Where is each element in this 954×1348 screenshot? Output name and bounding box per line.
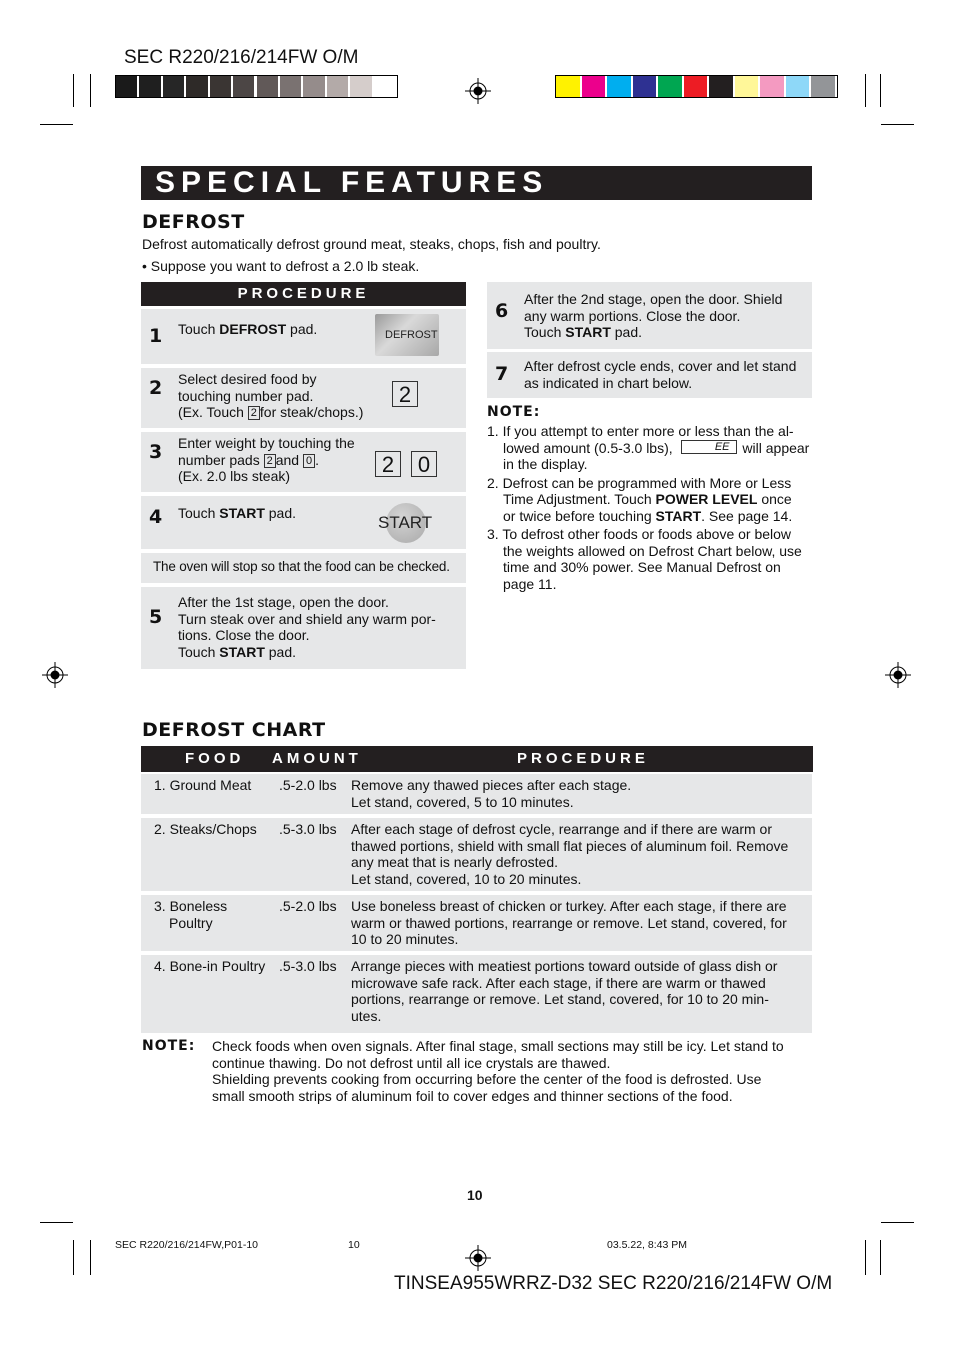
number-pad-0-icon: 0 — [411, 451, 437, 477]
color-calibration-bar — [555, 75, 838, 98]
footer-file: SEC R220/216/214FW,P01-10 — [115, 1239, 259, 1251]
procedure-cell: Remove any thawed pieces after each stage. Let stand, covered, 5 to 10 minutes. — [351, 777, 632, 810]
registration-mark-icon — [465, 78, 491, 104]
table-row — [141, 818, 812, 891]
step-text: After the 2nd stage, open the door. Shield any warm portions. Close the door. Touch START pad. — [524, 291, 783, 340]
defrost-intro: Defrost automatically defrost ground meat, steaks, chops, fish and poultry. — [142, 236, 601, 252]
color-swatch — [811, 76, 835, 97]
color-swatch — [139, 76, 160, 97]
color-swatch — [350, 76, 371, 97]
crop-mark — [865, 1240, 866, 1275]
step-number: 1 — [149, 325, 163, 347]
procedure-header — [141, 282, 466, 306]
color-swatch — [163, 76, 184, 97]
start-pad-label: START — [378, 513, 433, 532]
crop-mark — [90, 1240, 91, 1275]
section-heading-defrost-chart: DEFROST CHART — [142, 719, 326, 741]
procedure-label: PROCEDURE — [237, 285, 370, 302]
chart-header — [141, 746, 813, 772]
defrost-example: • Suppose you want to defrost a 2.0 lb steak. — [142, 258, 420, 274]
color-swatch — [303, 76, 324, 97]
crop-mark — [90, 74, 91, 107]
color-swatch — [116, 76, 137, 97]
color-swatch — [735, 76, 759, 97]
registration-mark-icon — [42, 662, 68, 688]
procedure-step-4 — [141, 496, 466, 549]
color-swatch — [633, 76, 657, 97]
note-label: NOTE: — [487, 404, 541, 420]
defrost-pad-icon: DEFROST — [375, 314, 439, 356]
step-number: 6 — [495, 300, 509, 322]
crop-mark — [865, 74, 866, 107]
step-text: Touch DEFROST pad. — [178, 321, 318, 337]
procedure-step-7 — [487, 352, 812, 398]
step-number: 4 — [149, 506, 163, 528]
registration-mark-icon — [885, 662, 911, 688]
color-swatch — [607, 76, 631, 97]
color-swatch — [786, 76, 810, 97]
table-row — [141, 955, 812, 1033]
col-amount: AMOUNT — [272, 750, 362, 767]
crop-mark — [73, 1240, 74, 1275]
procedure-step-5 — [141, 587, 466, 669]
color-swatch — [582, 76, 606, 97]
doc-header-title: SEC R220/216/214FW O/M — [124, 47, 359, 68]
amount-cell: .5-3.0 lbs — [279, 821, 337, 837]
gray-calibration-bar — [115, 75, 398, 98]
color-swatch — [233, 76, 254, 97]
page-number: 10 — [467, 1187, 483, 1203]
section-heading-defrost: DEFROST — [142, 211, 245, 233]
color-swatch — [186, 76, 207, 97]
procedure-step-3 — [141, 432, 466, 492]
footer-file-page: 10 — [348, 1239, 360, 1251]
step-number: 5 — [149, 606, 163, 628]
footer-timestamp: 03.5.22, 8:43 PM — [607, 1239, 687, 1251]
food-cell: 2. Steaks/Chops — [154, 821, 257, 837]
procedure-step-6 — [487, 282, 812, 349]
procedure-cell: After each stage of defrost cycle, rearrange and if there are warm or thawed portions, shield with small flat pieces of aluminum foil. Remove any meat that is nearly defrosted. Let stand, covered, 10 to 20 minutes. — [351, 821, 789, 887]
step-text: Touch START pad. — [178, 505, 297, 521]
crop-mark — [73, 74, 74, 107]
color-swatch — [280, 76, 301, 97]
chart-note-label: NOTE: — [142, 1038, 196, 1054]
food-cell: 3. Boneless Poultry — [154, 898, 228, 931]
crop-mark — [881, 124, 914, 125]
registration-mark-icon — [465, 1245, 491, 1271]
color-swatch — [374, 76, 395, 97]
col-food: FOOD — [185, 750, 245, 767]
procedure-cell: Use boneless breast of chicken or turkey. After each stage, if there are warm or thawed portions, rearrange or remove. Let stand, covered, for 10 to 20 minutes. — [351, 898, 787, 947]
crop-mark — [880, 1240, 881, 1275]
number-pad-2-icon: 2 — [392, 381, 418, 407]
amount-cell: .5-2.0 lbs — [279, 777, 337, 793]
crop-mark — [40, 124, 73, 125]
color-swatch — [760, 76, 784, 97]
step-text: After defrost cycle ends, cover and let stand as indicated in chart below. — [524, 358, 797, 391]
defrost-notes: 1. If you attempt to enter more or less than the al- lowed amount (0.5-3.0 lbs), EE will appear in the display. 2. Defrost can be programmed with More or Less Time Adjustment. Touch POWER LEVEL once or twice before touching START. See page 14. 3. To defrost other foods or foods above or below the weights allowed on Defrost Chart below, use time and 30% power. See Manual Defrost on page 11. — [487, 423, 810, 592]
color-swatch — [556, 76, 580, 97]
step-text: Enter weight by touching the number pads 2 and 0 . (Ex. 2.0 lbs steak) — [178, 435, 355, 484]
procedure-step-1 — [141, 309, 466, 364]
crop-mark — [880, 74, 881, 107]
display-ee-icon: EE — [681, 440, 737, 454]
step-number: 3 — [149, 441, 163, 463]
doc-footer-title: TINSEA955WRRZ-D32 SEC R220/216/214FW O/M — [394, 1273, 833, 1294]
crop-mark — [40, 1222, 73, 1223]
amount-cell: .5-3.0 lbs — [279, 958, 337, 974]
number-pad-2-icon: 2 — [375, 451, 401, 477]
amount-cell: .5-2.0 lbs — [279, 898, 337, 914]
color-swatch — [257, 76, 278, 97]
chart-note: Check foods when oven signals. After final stage, small sections may still be icy. Let stand to continue thawing. Do not defrost until all ice crystals are thawed. Shielding prevents cooking from occurring before the center of the food is defrosted. Use small smooth strips of aluminum foil to cover edges and thinner sections of the food. — [212, 1038, 784, 1104]
step-number: 7 — [495, 363, 509, 385]
col-procedure: PROCEDURE — [517, 750, 649, 767]
page-title: SPECIAL FEATURES — [141, 166, 812, 200]
crop-mark — [881, 1222, 914, 1223]
food-cell: 1. Ground Meat — [154, 777, 252, 793]
procedure-step-2 — [141, 368, 466, 428]
color-swatch — [327, 76, 348, 97]
procedure-cell: Arrange pieces with meatiest portions toward outside of glass dish or microwave safe rack. After each stage, if there are warm or thawed portions, rearrange or remove. Let stand, covered, for 10 to 20 min- utes. — [351, 958, 778, 1024]
food-cell: 4. Bone-in Poultry — [154, 958, 266, 974]
oven-stop-note: The oven will stop so that the food can be checked. — [141, 553, 466, 583]
color-swatch — [684, 76, 708, 97]
step-text: After the 1st stage, open the door. Turn steak over and shield any warm por- tions. Close the door. Touch START pad. — [178, 594, 436, 660]
color-swatch — [658, 76, 682, 97]
step-number: 2 — [149, 377, 163, 399]
step-text: Select desired food by touching number pad. (Ex. Touch 2 for steak/chops.) — [178, 371, 364, 420]
table-row — [141, 895, 812, 951]
color-swatch — [709, 76, 733, 97]
table-row — [141, 774, 812, 814]
color-swatch — [210, 76, 231, 97]
